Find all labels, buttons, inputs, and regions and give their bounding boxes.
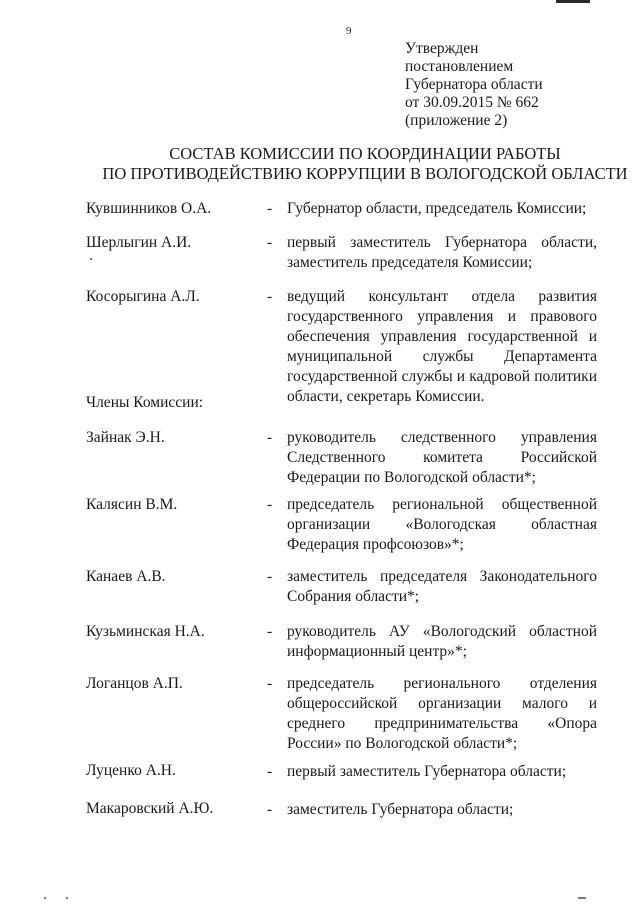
person-name: Канаев А.В. (86, 568, 166, 585)
person-role: руководитель АУ «Вологодский областной информационный центр»*; (287, 623, 597, 660)
scan-speck (90, 258, 92, 260)
dash: - (267, 675, 273, 692)
approval-block (405, 40, 543, 130)
person-name: Логанцов А.П. (86, 675, 183, 692)
approval-line: от 30.09.2015 № 662 (405, 94, 539, 111)
person-name: Кузьминская Н.А. (86, 623, 205, 640)
approval-line: Утвержден (405, 40, 479, 57)
corner-mark (556, 0, 590, 3)
dash: - (267, 801, 273, 818)
approval-line: постановлением (405, 58, 514, 75)
title-line-1: СОСТАВ КОМИССИИ ПО КООРДИНАЦИИ РАБОТЫ (169, 144, 561, 163)
dash: - (267, 288, 273, 305)
person-name: Калясин В.М. (86, 496, 178, 513)
person-role: первый заместитель Губернатора области, заместитель председателя Комиссии; (287, 234, 597, 271)
person-role: заместитель председателя Законодательного Собрания области*; (287, 568, 597, 605)
dash: - (267, 623, 273, 640)
dash: - (267, 496, 273, 513)
members-label: Члены Комиссии: (86, 394, 204, 411)
person-name: Косорыгина А.Л. (86, 288, 200, 305)
person-role: председатель региональной общественной организации «Вологодская областная Федерация профсоюзов»*; (287, 496, 597, 553)
dash: - (267, 234, 273, 251)
dash: - (267, 568, 273, 585)
person-name: Макаровский А.Ю. (86, 800, 214, 817)
approval-line: Губернатора области (405, 76, 543, 93)
person-role: руководитель следственного управления Следственного комитета Российской Федерации по Вологодской области*; (287, 429, 597, 486)
person-name: Шерлыгин А.И. (86, 234, 192, 251)
page-number: 9 (346, 25, 352, 37)
dash: - (267, 429, 273, 446)
person-name: Кувшинников О.А. (86, 200, 212, 217)
scan-speck (66, 897, 68, 899)
document-title (0, 144, 640, 184)
person-role: председатель регионального отделения общероссийской организации малого и среднего предпринимательства «Опора России» по Вологодской области*; (287, 675, 597, 752)
scan-speck (578, 897, 586, 899)
title-line-2: ПО ПРОТИВОДЕЙСТВИЮ КОРРУПЦИИ В ВОЛОГОДСКОЙ ОБЛАСТИ (102, 164, 628, 183)
person-role: ведущий консультант отдела развития государственного управления и правового обеспечения управления государственной и муниципальной службы Департамента государственной службы и кадровой политики области, секретарь Комиссии. (287, 288, 597, 405)
scan-speck (44, 897, 46, 899)
person-role: первый заместитель Губернатора области; (287, 763, 567, 780)
person-name: Зайнак Э.Н. (86, 429, 165, 446)
person-role: заместитель Губернатора области; (287, 801, 514, 818)
dash: - (267, 763, 273, 780)
person-name: Луценко А.Н. (86, 762, 176, 779)
person-role: Губернатор области, председатель Комиссии; (287, 200, 587, 217)
dash: - (267, 200, 273, 217)
approval-line: (приложение 2) (405, 112, 508, 129)
